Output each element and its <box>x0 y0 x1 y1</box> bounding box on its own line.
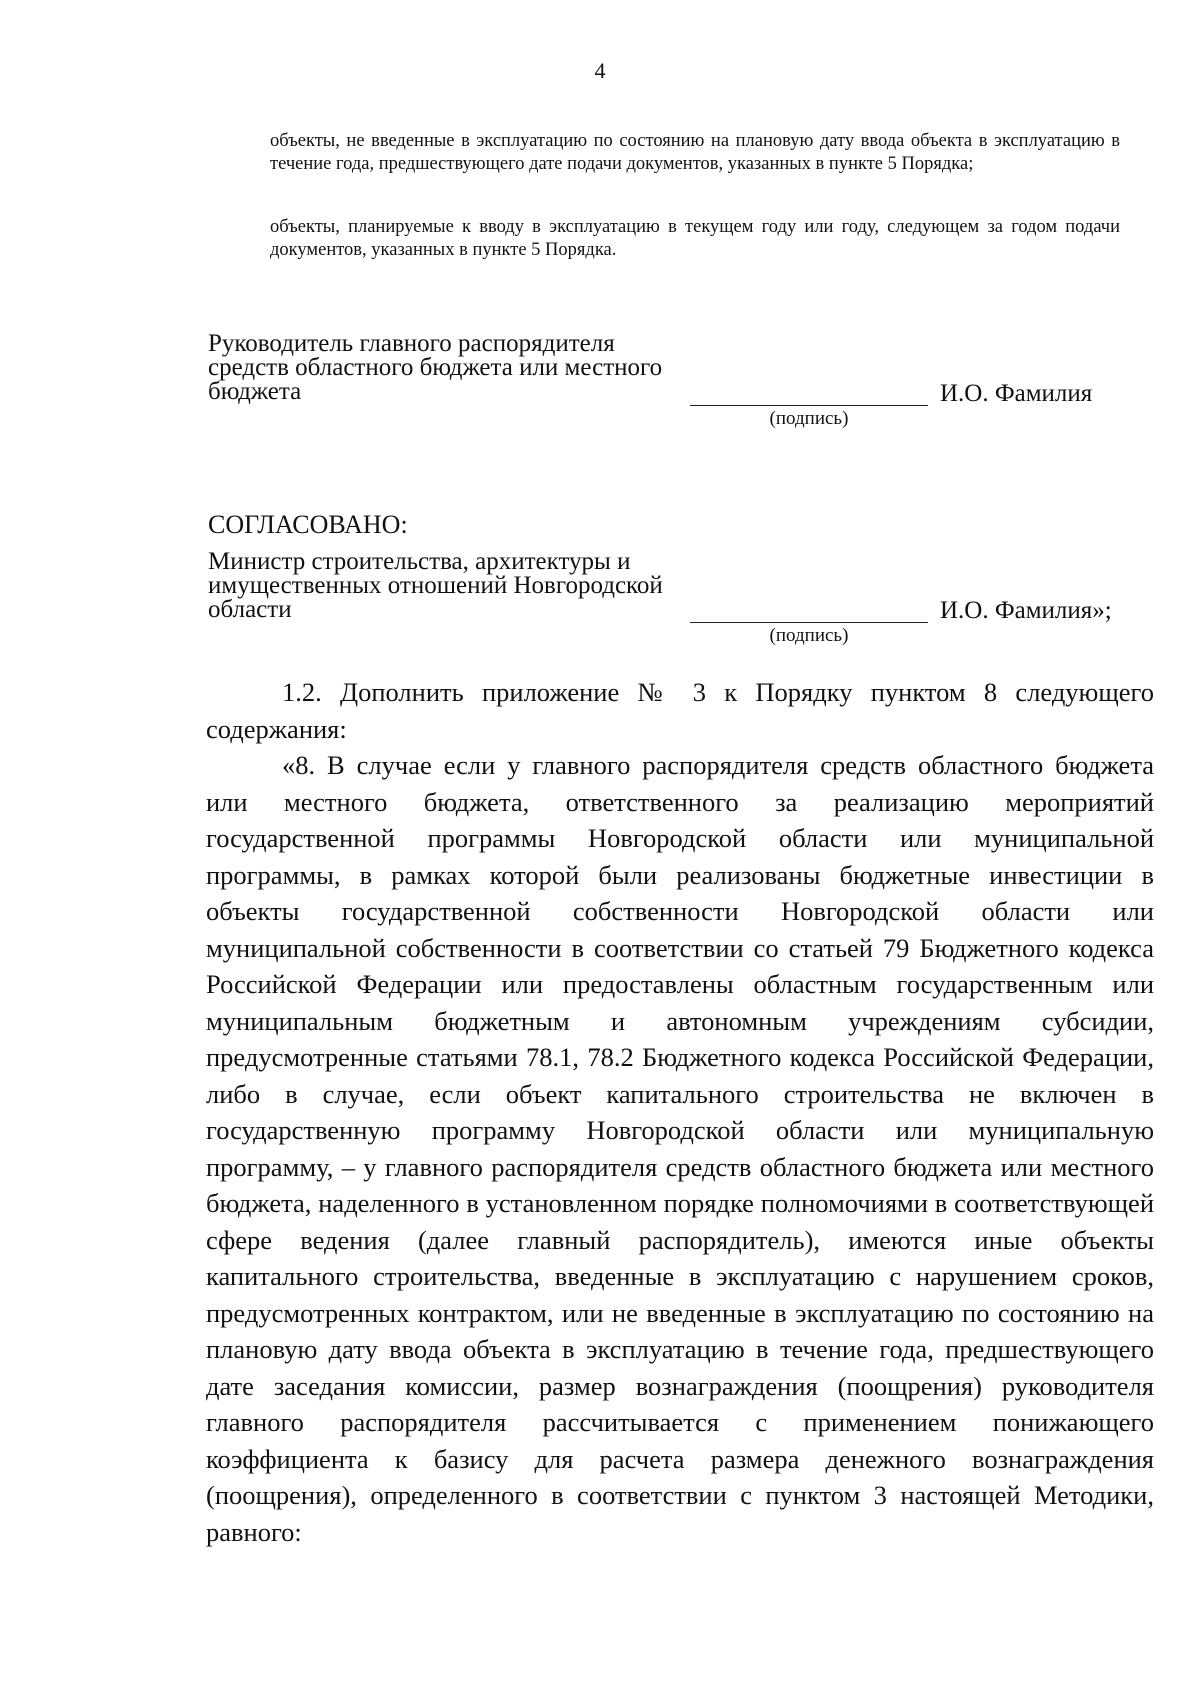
signature-line <box>690 405 928 406</box>
list-item-not-commissioned: объекты, не введенные в эксплуатацию по состоянию на плановую дату ввода объекта в эксплуатацию в течение года, предшествующего дате подачи документов, указанных в пункте 5 Порядка; <box>270 131 1120 174</box>
clause-8-paragraph: «8. В случае если у главного распорядителя средств областного бюджета или местного бюджета, ответственного за реализацию мероприятий государственной программы Новгородской области или муниципальной программы, в рамках которой были реализованы бюджетные инвестиции в объекты государственной собственности Новгородской области или муниципальной собственности в соответствии со статьей 79 Бюджетного кодекса Российской Федерации или предоставлены областным государственным или муниципальным бюджетным и автономным учреждениям субсидии, предусмотренные статьями 78.1, 78.2 Бюджетного кодекса Российской Федерации, либо в случае, если объект капитального строительства не включен в государственную программу Новгородской области или муниципальную программу, – у главного распорядителя средств областного бюджета или местного бюджета, наделенного в установленном порядке полномочиями в соответствующей сфере ведения (далее главный распорядитель), имеются иные объекты капитального строительства, введенные в эксплуатацию с нарушением сроков, предусмотренных контрактом, или не введенные в эксплуатацию по состоянию на плановую дату ввода объекта в эксплуатацию в течение года, предшествующего дате заседания комиссии, размер вознаграждения (поощрения) руководителя главного распорядителя рассчитывается с применением понижающего коэффициента к базису для расчета размера денежного вознаграждения (поощрения), определенного в соответствии с пунктом 3 настоящей Методики, равного: <box>206 750 1154 1547</box>
signatory-name: И.О. Фамилия <box>940 380 1093 407</box>
list-item-planned-commissioning: объекты, планируемые к вводу в эксплуатацию в текущем году или году, следующем за годом подачи документов, указанных в пункте 5 Порядка. <box>270 217 1120 260</box>
signature-caption: (подпись) <box>769 408 849 429</box>
approval-heading: СОГЛАСОВАНО: <box>208 510 408 539</box>
page-number: 4 <box>594 58 606 83</box>
approver-signature-line <box>690 622 928 623</box>
amendment-paragraph: 1.2. Дополнить приложение № 3 к Порядку пунктом 8 следующего содержания: <box>206 677 1154 744</box>
signatory-position: Руководитель главного распорядителя средств областного бюджета или местного бюджета <box>208 330 663 405</box>
approver-position: Министр строительства, архитектуры и имущественных отношений Новгородской области <box>208 548 663 623</box>
approver-signature-caption: (подпись) <box>769 625 849 646</box>
main-text <box>206 674 1154 1550</box>
approver-name: И.О. Фамилия»; <box>940 597 1112 624</box>
